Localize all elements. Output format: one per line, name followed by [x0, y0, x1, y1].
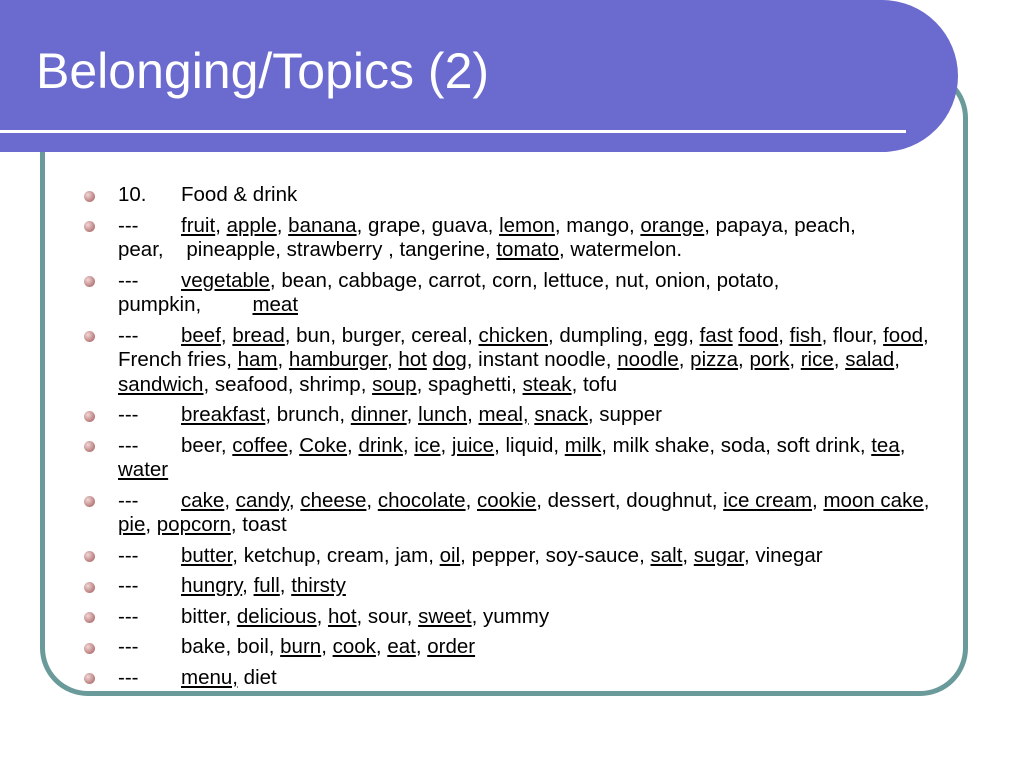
list-item — [84, 605, 954, 630]
underlined-word: tea — [871, 433, 900, 457]
underlined-word: cook — [332, 635, 376, 658]
item-text: , — [899, 433, 906, 457]
item-text: , — [277, 348, 289, 371]
item-text: , — [812, 488, 824, 512]
item-text: , flour, — [821, 323, 884, 347]
underlined-word: butter — [181, 543, 233, 567]
item-text: , vinegar — [743, 543, 823, 567]
item-number: --- — [118, 488, 139, 512]
item-text: , — [279, 574, 292, 597]
item-text: , — [347, 433, 359, 457]
underlined-word: dinner — [350, 403, 407, 426]
underlined-word: rice — [800, 348, 834, 371]
underlined-word: moon cake — [823, 488, 924, 512]
item-text: , mango, — [554, 213, 641, 237]
title-underline — [0, 130, 906, 133]
item-text: , bean, cabbage, carrot, corn, lettuce, nut, onion, potato, pumpkin, — [118, 268, 780, 316]
item-text: , — [467, 403, 479, 426]
underlined-word: snack — [534, 403, 588, 426]
item-text: , toast — [230, 513, 287, 536]
item-text: , brunch, — [265, 403, 351, 426]
item-text: bitter, — [181, 604, 237, 628]
underlined-word: pizza — [690, 348, 739, 371]
underlined-word: full — [253, 574, 280, 597]
item-number: --- — [118, 213, 139, 237]
item-text: , bun, burger, cereal, — [284, 323, 479, 347]
underlined-word: soup — [372, 372, 417, 396]
underlined-word: menu, — [181, 665, 238, 689]
item-number: --- — [118, 433, 139, 457]
underlined-word: hamburger — [288, 348, 387, 371]
item-text: , — [789, 348, 801, 371]
item-text: Food & drink — [181, 183, 298, 206]
bullet-list — [84, 183, 954, 690]
bullet-icon — [84, 441, 95, 452]
item-text: , — [688, 323, 700, 347]
underlined-word: thirsty — [291, 574, 346, 597]
item-text: , supper — [587, 403, 662, 426]
underlined-word: hungry — [181, 574, 243, 597]
bullet-icon — [84, 673, 95, 684]
item-text: , — [923, 488, 930, 512]
item-text: , — [375, 635, 388, 658]
item-text: , — [215, 213, 227, 237]
item-text: , — [465, 488, 477, 512]
underlined-word: drink — [358, 433, 403, 457]
item-text: , liquid, — [494, 433, 565, 457]
underlined-word: food — [738, 323, 779, 347]
underlined-word: pie — [118, 513, 146, 536]
underlined-word: ham — [237, 348, 278, 371]
item-text: , — [287, 433, 300, 457]
item-text: bake, boil, — [181, 635, 281, 658]
underlined-word: beef — [181, 323, 221, 347]
item-text: , grape, guava, — [356, 213, 500, 237]
underlined-word: steak — [522, 372, 572, 396]
item-text: , — [288, 488, 301, 512]
list-item — [84, 544, 954, 569]
list-item — [84, 324, 954, 398]
underlined-word: apple — [226, 213, 277, 237]
item-number: --- — [118, 635, 139, 658]
item-text: , — [220, 323, 233, 347]
item-number: --- — [118, 604, 139, 628]
bullet-icon — [84, 191, 95, 202]
item-text: , dessert, doughnut, — [536, 488, 724, 512]
item-text: , watermelon. — [559, 238, 683, 261]
item-text: , — [415, 635, 428, 658]
list-item — [84, 269, 954, 318]
bullet-icon — [84, 276, 95, 287]
item-text: , — [366, 488, 378, 512]
underlined-word: sweet — [418, 604, 472, 628]
underlined-word: milk — [564, 433, 602, 457]
slide-content — [84, 183, 954, 696]
item-text: , dumpling, — [548, 323, 654, 347]
item-number: 10. — [118, 183, 147, 206]
item-text: , — [682, 543, 694, 567]
underlined-word: dog — [432, 348, 467, 371]
underlined-word: meat — [252, 293, 299, 316]
item-text: , — [778, 323, 790, 347]
underlined-word: lemon — [499, 213, 555, 237]
underlined-word: fish — [789, 323, 822, 347]
underlined-word: orange — [640, 213, 705, 237]
underlined-word: water — [118, 458, 169, 481]
item-number: --- — [118, 403, 139, 426]
underlined-word: ice — [414, 433, 441, 457]
underlined-word: burn — [280, 635, 322, 658]
underlined-word: fruit — [181, 213, 216, 237]
underlined-word: eat — [387, 635, 416, 658]
item-number: --- — [118, 323, 139, 347]
underlined-word: vegetable — [181, 268, 270, 292]
item-text: , tofu — [571, 372, 618, 396]
item-number: --- — [118, 268, 139, 292]
item-text: , — [242, 574, 254, 597]
bullet-icon — [84, 331, 95, 342]
item-number: --- — [118, 574, 139, 597]
underlined-word: noodle — [617, 348, 679, 371]
list-item — [84, 183, 954, 208]
item-text: , yummy — [471, 604, 550, 628]
underlined-word: hot — [328, 604, 357, 628]
item-text: , papaya, peach, pear, pineapple, strawberry , tangerine, — [118, 213, 856, 261]
underlined-word: order — [427, 635, 476, 658]
item-text: , — [738, 348, 750, 371]
item-text: , — [894, 348, 900, 371]
item-text: , sour, — [356, 604, 419, 628]
list-item — [84, 489, 954, 538]
item-text: , — [678, 348, 691, 371]
item-text: , pepper, soy-sauce, — [460, 543, 651, 567]
underlined-word: Coke — [299, 433, 348, 457]
underlined-word: fast — [699, 323, 733, 347]
item-number: --- — [118, 665, 139, 689]
item-text: , — [406, 403, 419, 426]
underlined-word: tomato — [496, 238, 560, 261]
underlined-word: candy — [235, 488, 289, 512]
item-text: , — [402, 433, 415, 457]
slide-title: Belonging/Topics (2) — [36, 43, 490, 99]
item-text: , French fries, — [118, 323, 929, 371]
bullet-icon — [84, 582, 95, 593]
bullet-icon — [84, 643, 95, 654]
underlined-word: sugar — [693, 543, 744, 567]
underlined-word: chicken — [478, 323, 548, 347]
underlined-word: ice cream — [723, 488, 813, 512]
title-bar — [0, 0, 958, 152]
underlined-word: juice — [451, 433, 495, 457]
item-text: , — [145, 513, 157, 536]
bullet-icon — [84, 551, 95, 562]
underlined-word: delicious — [236, 604, 317, 628]
underlined-word: cookie — [477, 488, 537, 512]
item-text: , milk shake, soda, soft drink, — [601, 433, 872, 457]
item-text: , spaghetti, — [416, 372, 523, 396]
item-text: , ketchup, cream, jam, — [232, 543, 440, 567]
item-text: , — [224, 488, 236, 512]
item-text: beer, — [181, 433, 233, 457]
underlined-word: bread — [232, 323, 285, 347]
underlined-word: banana — [288, 213, 357, 237]
item-text: , — [321, 635, 333, 658]
item-text: , — [440, 433, 452, 457]
bullet-icon — [84, 411, 95, 422]
list-item — [84, 635, 954, 660]
list-item — [84, 666, 954, 691]
list-item — [84, 403, 954, 428]
underlined-word: cheese — [300, 488, 367, 512]
underlined-word: salt — [650, 543, 683, 567]
item-text: , — [833, 348, 846, 371]
underlined-word: chocolate — [377, 488, 466, 512]
bullet-icon — [84, 221, 95, 232]
underlined-word: food — [883, 323, 924, 347]
list-item — [84, 574, 954, 599]
underlined-word: salad — [845, 348, 895, 371]
underlined-word: lunch — [418, 403, 468, 426]
underlined-word: popcorn — [156, 513, 231, 536]
item-number: --- — [118, 543, 139, 567]
item-text: , instant noodle, — [466, 348, 618, 371]
list-item — [84, 434, 954, 483]
item-text: , — [316, 604, 329, 628]
underlined-word: pork — [749, 348, 790, 371]
item-text: , seafood, shrimp, — [203, 372, 373, 396]
item-text: , — [276, 213, 289, 237]
bullet-icon — [84, 612, 95, 623]
underlined-word: sandwich — [118, 372, 204, 396]
underlined-word: meal, — [478, 403, 529, 426]
underlined-word: breakfast — [181, 403, 266, 426]
underlined-word: oil — [439, 543, 461, 567]
underlined-word: hot — [398, 348, 427, 371]
list-item — [84, 214, 954, 263]
underlined-word: coffee — [232, 433, 288, 457]
bullet-icon — [84, 496, 95, 507]
item-text: diet — [237, 665, 277, 689]
underlined-word: cake — [181, 488, 225, 512]
item-text: , — [386, 348, 399, 371]
underlined-word: egg — [653, 323, 689, 347]
